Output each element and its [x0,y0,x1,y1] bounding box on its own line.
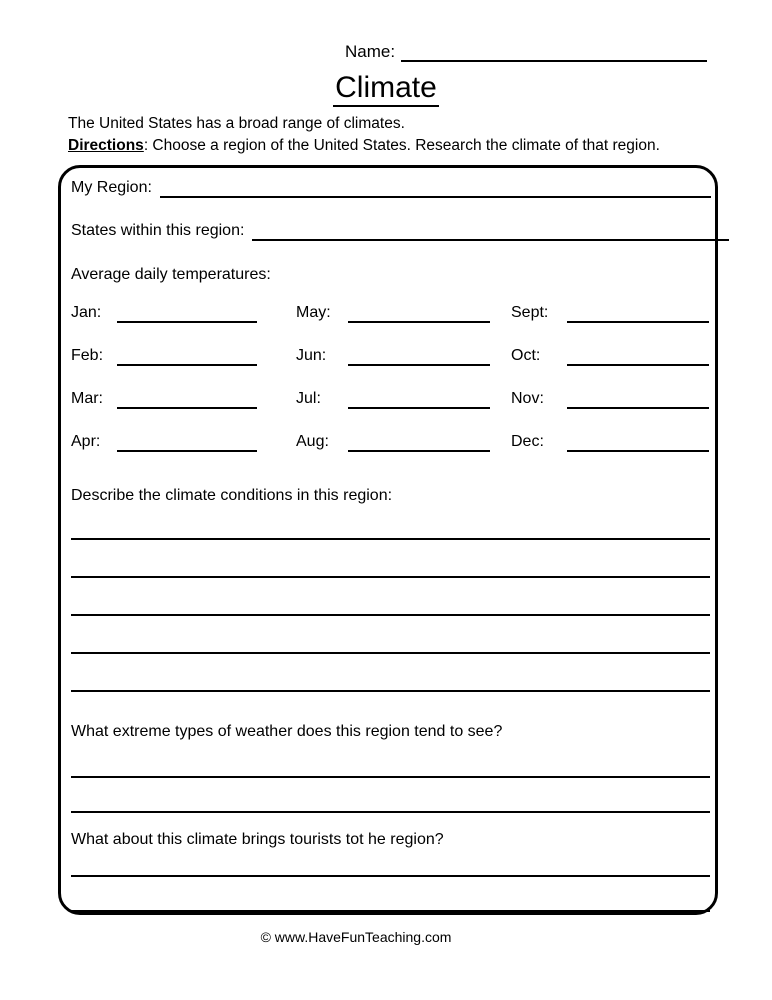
month-row [71,389,711,432]
month-cell-nov [511,389,711,409]
month-label: Feb: [71,347,104,364]
month-label: Oct: [511,347,541,364]
month-write-line[interactable] [117,434,257,452]
extreme-weather-question-label: What extreme types of weather does this region tend to see? [71,723,503,740]
month-row [71,346,711,389]
my-region-row [71,178,711,198]
month-cell-feb [71,346,296,366]
extreme-answer-line[interactable] [71,811,710,813]
month-label: Sept: [511,304,549,321]
month-write-line[interactable] [567,434,709,452]
name-write-line[interactable] [401,43,707,62]
month-label: Mar: [71,390,103,407]
describe-answer-line[interactable] [71,576,710,578]
month-cell-dec [511,432,711,452]
month-write-line[interactable] [117,391,257,409]
describe-question-label: Describe the climate conditions in this region: [71,487,393,504]
page-title [0,70,772,106]
tourists-answer-line[interactable] [71,910,710,912]
month-cell-aug [296,432,511,452]
intro-text: The United States has a broad range of climates. [68,115,405,132]
month-label: Nov: [511,390,544,407]
month-write-line[interactable] [567,348,709,366]
month-write-line[interactable] [567,305,709,323]
describe-answer-line[interactable] [71,614,710,616]
extreme-answer-line[interactable] [71,776,710,778]
describe-answer-line[interactable] [71,690,710,692]
directions-label: Directions [68,137,144,154]
month-write-line[interactable] [348,391,490,409]
month-label: May: [296,304,331,321]
month-label: Aug: [296,433,329,450]
month-cell-sept [511,303,711,323]
month-cell-jun [296,346,511,366]
tourists-answer-line[interactable] [71,875,710,877]
month-label: Dec: [511,433,544,450]
month-write-line[interactable] [567,391,709,409]
month-cell-jan [71,303,296,323]
month-label: Apr: [71,433,101,450]
month-row [71,432,711,475]
worksheet-box [58,165,718,915]
page-title-text: Climate [333,71,439,107]
month-label: Jan: [71,304,102,321]
states-write-line[interactable] [252,223,729,241]
month-label: Jun: [296,347,327,364]
my-region-write-line[interactable] [160,180,711,198]
month-cell-oct [511,346,711,366]
month-grid [71,303,711,475]
describe-answer-line[interactable] [71,652,710,654]
tourists-question-label: What about this climate brings tourists tot he region? [71,831,444,848]
month-write-line[interactable] [348,348,490,366]
my-region-label: My Region: [71,179,152,196]
month-write-line[interactable] [117,305,257,323]
footer-credit: © www.HaveFunTeaching.com [260,929,452,945]
month-row [71,303,711,346]
month-label: Jul: [296,390,321,407]
month-cell-apr [71,432,296,452]
month-cell-jul [296,389,511,409]
month-cell-may [296,303,511,323]
name-label: Name: [345,42,396,61]
states-row [71,221,729,241]
month-cell-mar [71,389,296,409]
average-temps-label: Average daily temperatures: [71,266,271,283]
states-label: States within this region: [71,222,245,239]
month-write-line[interactable] [348,434,490,452]
month-write-line[interactable] [348,305,490,323]
describe-answer-line[interactable] [71,538,710,540]
directions-text [68,135,660,157]
directions-body: : Choose a region of the United States. Research the climate of that region. [143,137,660,154]
name-field-row [345,42,707,62]
month-write-line[interactable] [117,348,257,366]
